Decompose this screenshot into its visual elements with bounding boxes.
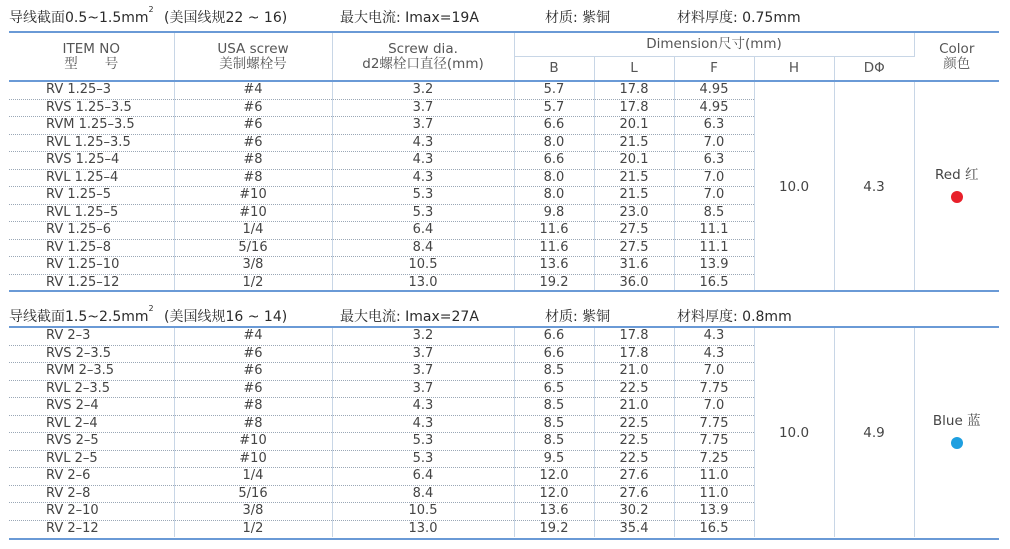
usa-screw-cell: #10: [174, 187, 332, 205]
usa-screw-cell: #8: [174, 169, 332, 187]
color-label: Blue 蓝: [932, 412, 981, 429]
l-cell: 23.0: [594, 204, 674, 222]
l-cell: 30.2: [594, 503, 674, 521]
screw-dia-cell: 8.4: [332, 485, 514, 503]
b-cell: 8.0: [514, 169, 594, 187]
usa-screw-cell: 3/8: [174, 257, 332, 275]
b-cell: 8.5: [514, 363, 594, 381]
screw-dia-cell: 4.3: [332, 398, 514, 416]
d-value-cell: 4.3: [834, 82, 914, 291]
header-col-f: F: [674, 56, 754, 80]
header-col-l: L: [594, 56, 674, 80]
usa-screw-cell: #10: [174, 433, 332, 451]
header-usa-screw-cn: 美制螺栓号: [219, 55, 287, 72]
f-cell: 16.5: [674, 520, 754, 537]
screw-dia-cell: 3.7: [332, 363, 514, 381]
l-cell: 31.6: [594, 257, 674, 275]
b-cell: 6.6: [514, 328, 594, 345]
b-cell: 12.0: [514, 468, 594, 486]
b-cell: 6.6: [514, 117, 594, 135]
l-cell: 21.0: [594, 363, 674, 381]
b-cell: 8.5: [514, 415, 594, 433]
section-1-thickness-spec: 材料厚度: 0.75mm: [677, 10, 801, 26]
l-cell: 21.5: [594, 187, 674, 205]
usa-screw-cell: 1/4: [174, 468, 332, 486]
screw-dia-cell: 10.5: [332, 503, 514, 521]
f-cell: 13.9: [674, 503, 754, 521]
item-no-cell: RVS 2–4: [9, 398, 174, 416]
usa-screw-cell: #8: [174, 415, 332, 433]
f-cell: 16.5: [674, 274, 754, 291]
screw-dia-cell: 4.3: [332, 169, 514, 187]
b-cell: 8.0: [514, 134, 594, 152]
screw-dia-cell: 13.0: [332, 274, 514, 291]
l-cell: 22.5: [594, 415, 674, 433]
header-col-h: H: [754, 56, 834, 80]
l-cell: 17.8: [594, 82, 674, 99]
usa-screw-cell: #8: [174, 398, 332, 416]
l-cell: 27.6: [594, 468, 674, 486]
section-2-table: [9, 328, 999, 537]
item-no-cell: RV 2–12: [9, 520, 174, 537]
f-cell: 7.75: [674, 380, 754, 398]
section-1-spec-line: [9, 7, 999, 29]
l-cell: 35.4: [594, 520, 674, 537]
l-cell: 27.5: [594, 239, 674, 257]
b-cell: 19.2: [514, 520, 594, 537]
section-2-spec-line: [9, 306, 999, 328]
usa-screw-cell: 5/16: [174, 239, 332, 257]
item-no-cell: RVL 1.25–5: [9, 204, 174, 222]
header-screw-dia-cn: d2螺栓口直径(mm): [362, 55, 484, 72]
item-no-cell: RVS 1.25–4: [9, 152, 174, 170]
screw-dia-cell: 5.3: [332, 204, 514, 222]
b-cell: 8.5: [514, 433, 594, 451]
section-1-bottom-rule: [9, 290, 999, 292]
f-cell: 6.3: [674, 117, 754, 135]
header-color-en: Color: [939, 40, 975, 57]
header-usa-screw: [174, 33, 332, 80]
b-cell: 6.5: [514, 380, 594, 398]
section-2-thickness-spec: 材料厚度: 0.8mm: [677, 309, 792, 325]
item-no-cell: RVL 2–4: [9, 415, 174, 433]
color-dot-icon: [951, 191, 963, 203]
f-cell: 4.95: [674, 82, 754, 99]
screw-dia-cell: 5.3: [332, 187, 514, 205]
l-cell: 20.1: [594, 117, 674, 135]
usa-screw-cell: 1/2: [174, 520, 332, 537]
screw-dia-cell: 6.4: [332, 222, 514, 240]
h-value-cell: 10.0: [754, 82, 834, 291]
screw-dia-cell: 5.3: [332, 450, 514, 468]
usa-screw-cell: 5/16: [174, 485, 332, 503]
f-cell: 7.0: [674, 363, 754, 381]
b-cell: 8.5: [514, 398, 594, 416]
screw-dia-cell: 3.2: [332, 328, 514, 345]
screw-dia-cell: 3.2: [332, 82, 514, 99]
usa-screw-cell: 1/4: [174, 222, 332, 240]
f-cell: 6.3: [674, 152, 754, 170]
section-1-wire-spec: 导线截面$0.5\sim 1.5mm^2$: [9, 5, 154, 26]
f-cell: 11.0: [674, 485, 754, 503]
screw-dia-cell: 3.7: [332, 345, 514, 363]
screw-dia-cell: 3.7: [332, 380, 514, 398]
screw-dia-cell: 13.0: [332, 520, 514, 537]
screw-dia-cell: 5.3: [332, 433, 514, 451]
l-cell: 22.5: [594, 433, 674, 451]
l-cell: 27.5: [594, 222, 674, 240]
l-cell: 22.5: [594, 380, 674, 398]
f-cell: 4.3: [674, 328, 754, 345]
item-no-cell: RV 2–6: [9, 468, 174, 486]
usa-screw-cell: #6: [174, 99, 332, 117]
usa-screw-cell: #6: [174, 345, 332, 363]
item-no-cell: RV 1.25–8: [9, 239, 174, 257]
item-no-cell: RVL 1.25–4: [9, 169, 174, 187]
b-cell: 5.7: [514, 99, 594, 117]
f-cell: 7.0: [674, 398, 754, 416]
usa-screw-cell: #4: [174, 82, 332, 99]
section-2-awg-spec: (美国线规16 ~ 14): [164, 309, 288, 325]
f-cell: 13.9: [674, 257, 754, 275]
b-cell: 11.6: [514, 222, 594, 240]
l-cell: 17.8: [594, 99, 674, 117]
f-cell: 11.1: [674, 222, 754, 240]
item-no-cell: RV 2–3: [9, 328, 174, 345]
item-no-cell: RV 1.25–6: [9, 222, 174, 240]
item-no-cell: RV 2–10: [9, 503, 174, 521]
color-label: Red 红: [935, 166, 979, 183]
usa-screw-cell: 1/2: [174, 274, 332, 291]
header-color: [914, 33, 999, 80]
header-screw-dia: [332, 33, 514, 80]
h-value-cell: 10.0: [754, 328, 834, 537]
b-cell: 9.8: [514, 204, 594, 222]
item-no-cell: RVM 2–3.5: [9, 363, 174, 381]
item-no-cell: RVL 2–3.5: [9, 380, 174, 398]
b-cell: 13.6: [514, 503, 594, 521]
item-no-cell: RVL 2–5: [9, 450, 174, 468]
table-row: [9, 82, 999, 99]
f-cell: 7.25: [674, 450, 754, 468]
l-cell: 21.5: [594, 169, 674, 187]
usa-screw-cell: 3/8: [174, 503, 332, 521]
item-no-cell: RV 1.25–3: [9, 82, 174, 99]
f-cell: 7.0: [674, 187, 754, 205]
header-item-no-en: ITEM NO: [62, 40, 120, 57]
table-header: [9, 33, 999, 80]
usa-screw-cell: #6: [174, 117, 332, 135]
screw-dia-cell: 3.7: [332, 99, 514, 117]
screw-dia-cell: 4.3: [332, 152, 514, 170]
section-1-table: [9, 82, 999, 291]
header-screw-dia-en: Screw dia.: [388, 40, 458, 57]
screw-dia-cell: 4.3: [332, 415, 514, 433]
item-no-cell: RVS 2–3.5: [9, 345, 174, 363]
color-dot-icon: [951, 437, 963, 449]
usa-screw-cell: #6: [174, 363, 332, 381]
item-no-cell: RVS 1.25–3.5: [9, 99, 174, 117]
usa-screw-cell: #10: [174, 450, 332, 468]
header-item-no-cn: 型 号: [64, 55, 119, 72]
f-cell: 7.0: [674, 169, 754, 187]
f-cell: 8.5: [674, 204, 754, 222]
b-cell: 9.5: [514, 450, 594, 468]
item-no-cell: RV 1.25–12: [9, 274, 174, 291]
b-cell: 19.2: [514, 274, 594, 291]
f-cell: 7.0: [674, 134, 754, 152]
item-no-cell: RV 1.25–10: [9, 257, 174, 275]
b-cell: 8.0: [514, 187, 594, 205]
screw-dia-cell: 3.7: [332, 117, 514, 135]
usa-screw-cell: #8: [174, 152, 332, 170]
b-cell: 11.6: [514, 239, 594, 257]
item-no-cell: RV 1.25–5: [9, 187, 174, 205]
screw-dia-cell: 6.4: [332, 468, 514, 486]
item-no-cell: RV 2–8: [9, 485, 174, 503]
section-1-material-spec: 材质: 紫铜: [545, 10, 611, 26]
l-cell: 17.8: [594, 328, 674, 345]
item-no-cell: RVM 1.25–3.5: [9, 117, 174, 135]
f-cell: 11.1: [674, 239, 754, 257]
header-dimension: Dimension尺寸(mm): [514, 33, 914, 56]
f-cell: 7.75: [674, 415, 754, 433]
usa-screw-cell: #6: [174, 380, 332, 398]
l-cell: 21.0: [594, 398, 674, 416]
section-2-wire-spec: 导线截面$1.5\sim 2.5mm^2$: [9, 304, 154, 325]
l-cell: 20.1: [594, 152, 674, 170]
b-cell: 13.6: [514, 257, 594, 275]
l-cell: 17.8: [594, 345, 674, 363]
section-1-awg-spec: (美国线规22 ~ 16): [164, 10, 288, 26]
b-cell: 6.6: [514, 152, 594, 170]
screw-dia-cell: 4.3: [332, 134, 514, 152]
item-no-cell: RVS 2–5: [9, 433, 174, 451]
l-cell: 22.5: [594, 450, 674, 468]
usa-screw-cell: #4: [174, 328, 332, 345]
f-cell: 4.3: [674, 345, 754, 363]
d-value-cell: 4.9: [834, 328, 914, 537]
color-cell: [914, 328, 999, 537]
header-col-b: B: [514, 56, 594, 80]
b-cell: 6.6: [514, 345, 594, 363]
section-2-bottom-rule: [9, 538, 999, 540]
header-item-no: [9, 33, 174, 80]
section-2-current-spec: 最大电流: Imax=27A: [340, 309, 479, 325]
color-cell: [914, 82, 999, 291]
section-1-current-spec: 最大电流: Imax=19A: [340, 10, 479, 26]
screw-dia-cell: 10.5: [332, 257, 514, 275]
b-cell: 5.7: [514, 82, 594, 99]
header-color-cn: 颜色: [943, 55, 971, 72]
section-2-material-spec: 材质: 紫铜: [545, 309, 611, 325]
table-row: [9, 328, 999, 345]
usa-screw-cell: #10: [174, 204, 332, 222]
l-cell: 27.6: [594, 485, 674, 503]
l-cell: 36.0: [594, 274, 674, 291]
l-cell: 21.5: [594, 134, 674, 152]
header-usa-screw-en: USA screw: [217, 40, 289, 57]
f-cell: 4.95: [674, 99, 754, 117]
f-cell: 11.0: [674, 468, 754, 486]
f-cell: 7.75: [674, 433, 754, 451]
b-cell: 12.0: [514, 485, 594, 503]
item-no-cell: RVL 1.25–3.5: [9, 134, 174, 152]
screw-dia-cell: 8.4: [332, 239, 514, 257]
header-col-d: DΦ: [834, 56, 914, 80]
usa-screw-cell: #6: [174, 134, 332, 152]
